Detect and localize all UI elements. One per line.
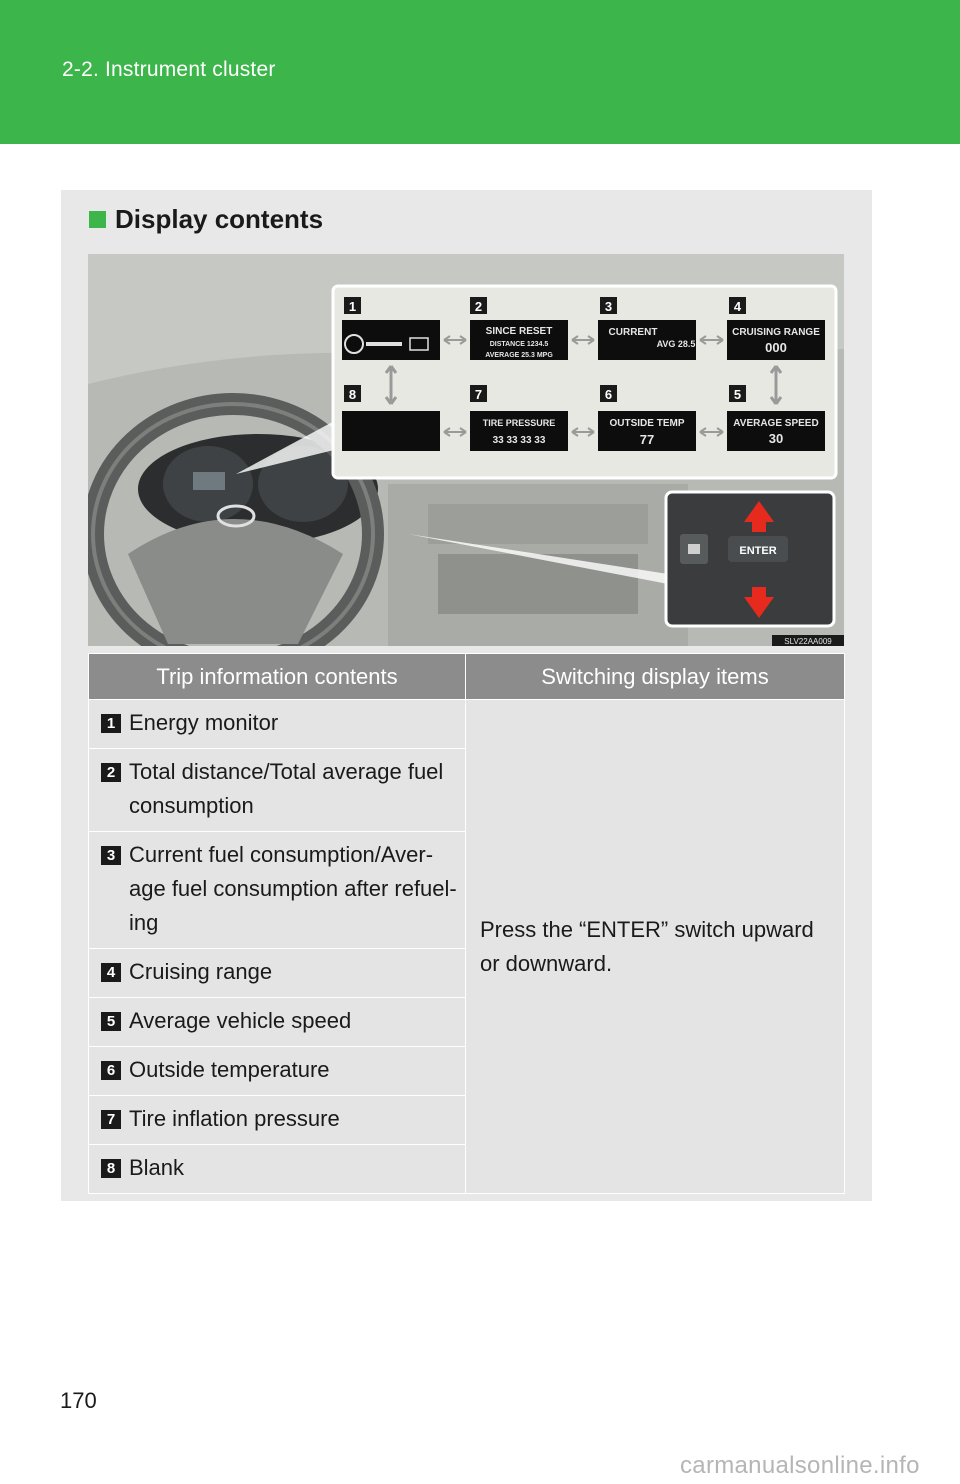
dashboard-drawing [88, 254, 844, 646]
screen-3-line1: CURRENT [608, 327, 658, 338]
content-panel [61, 190, 872, 1201]
screen-4-line2: 000 [765, 340, 787, 355]
screen-5-line2: 30 [768, 431, 784, 446]
header-bar [0, 0, 960, 144]
callout-tag-4: 4 [733, 299, 742, 314]
item-text: Outside temperature [129, 1057, 330, 1082]
table-header-row [89, 654, 845, 700]
screen-7-line2: 33 33 33 33 [492, 435, 546, 446]
screen-2-line2: DISTANCE 1234.5 [489, 341, 549, 348]
screen-6-line1: OUTSIDE TEMP [609, 418, 685, 429]
item-number: 7 [101, 1110, 121, 1129]
item-number: 8 [101, 1159, 121, 1178]
page-number: 170 [60, 1388, 97, 1413]
switching-instructions: Press the “ENTER” switch upward or downward. [466, 700, 845, 1194]
item-text: Total distance/Total average fuel consumption [129, 759, 444, 818]
figure-code: SLV22AA009 [784, 637, 832, 646]
item-number: 1 [101, 714, 121, 733]
screen-7-line1: TIRE PRESSURE [482, 418, 556, 428]
chapter-title: 2-2. Instrument cluster [62, 58, 276, 81]
screen-3-line2: AVG 28.5 [656, 339, 696, 349]
item-number: 3 [101, 846, 121, 865]
callout-tag-5: 5 [733, 387, 742, 402]
table-row [89, 700, 845, 749]
item-number: 2 [101, 763, 121, 782]
callout-tag-7: 7 [474, 387, 483, 402]
callout-tag-2: 2 [474, 299, 483, 314]
green-square-icon [89, 211, 106, 228]
item-text: Current fuel consumption/Average fuel consumption after refueling [129, 842, 457, 935]
callout-tag-3: 3 [604, 299, 613, 314]
watermark: carmanualsonline.info [680, 1452, 920, 1479]
callout-tag-1: 1 [348, 299, 357, 314]
enter-switch-label: ENTER [739, 545, 777, 557]
item-text: Blank [129, 1155, 185, 1180]
item-text: Cruising range [129, 959, 273, 984]
section-heading [89, 204, 323, 235]
item-number: 6 [101, 1061, 121, 1080]
screen-6-line2: 77 [639, 432, 655, 447]
screen-2-line3: AVERAGE 25.3 MPG [485, 352, 553, 359]
header-trip-information: Trip information contents [89, 654, 466, 700]
header-switching-items: Switching display items [466, 654, 845, 700]
screen-2-line1: SINCE RESET [485, 326, 553, 337]
trip-info-table [88, 653, 845, 1194]
item-number: 4 [101, 963, 121, 982]
item-text: Tire inflation pressure [129, 1106, 340, 1131]
dashboard-illustration [88, 254, 844, 646]
screen-5-line1: AVERAGE SPEED [733, 418, 819, 429]
callout-tag-8: 8 [348, 387, 357, 402]
display-button-icon [688, 544, 700, 554]
screen-4-line1: CRUISING RANGE [732, 327, 820, 338]
callout-tag-6: 6 [604, 387, 613, 402]
item-number: 5 [101, 1012, 121, 1031]
item-text: Average vehicle speed [129, 1008, 352, 1033]
section-title-text: Display contents [115, 204, 324, 234]
item-text: Energy monitor [129, 710, 279, 735]
